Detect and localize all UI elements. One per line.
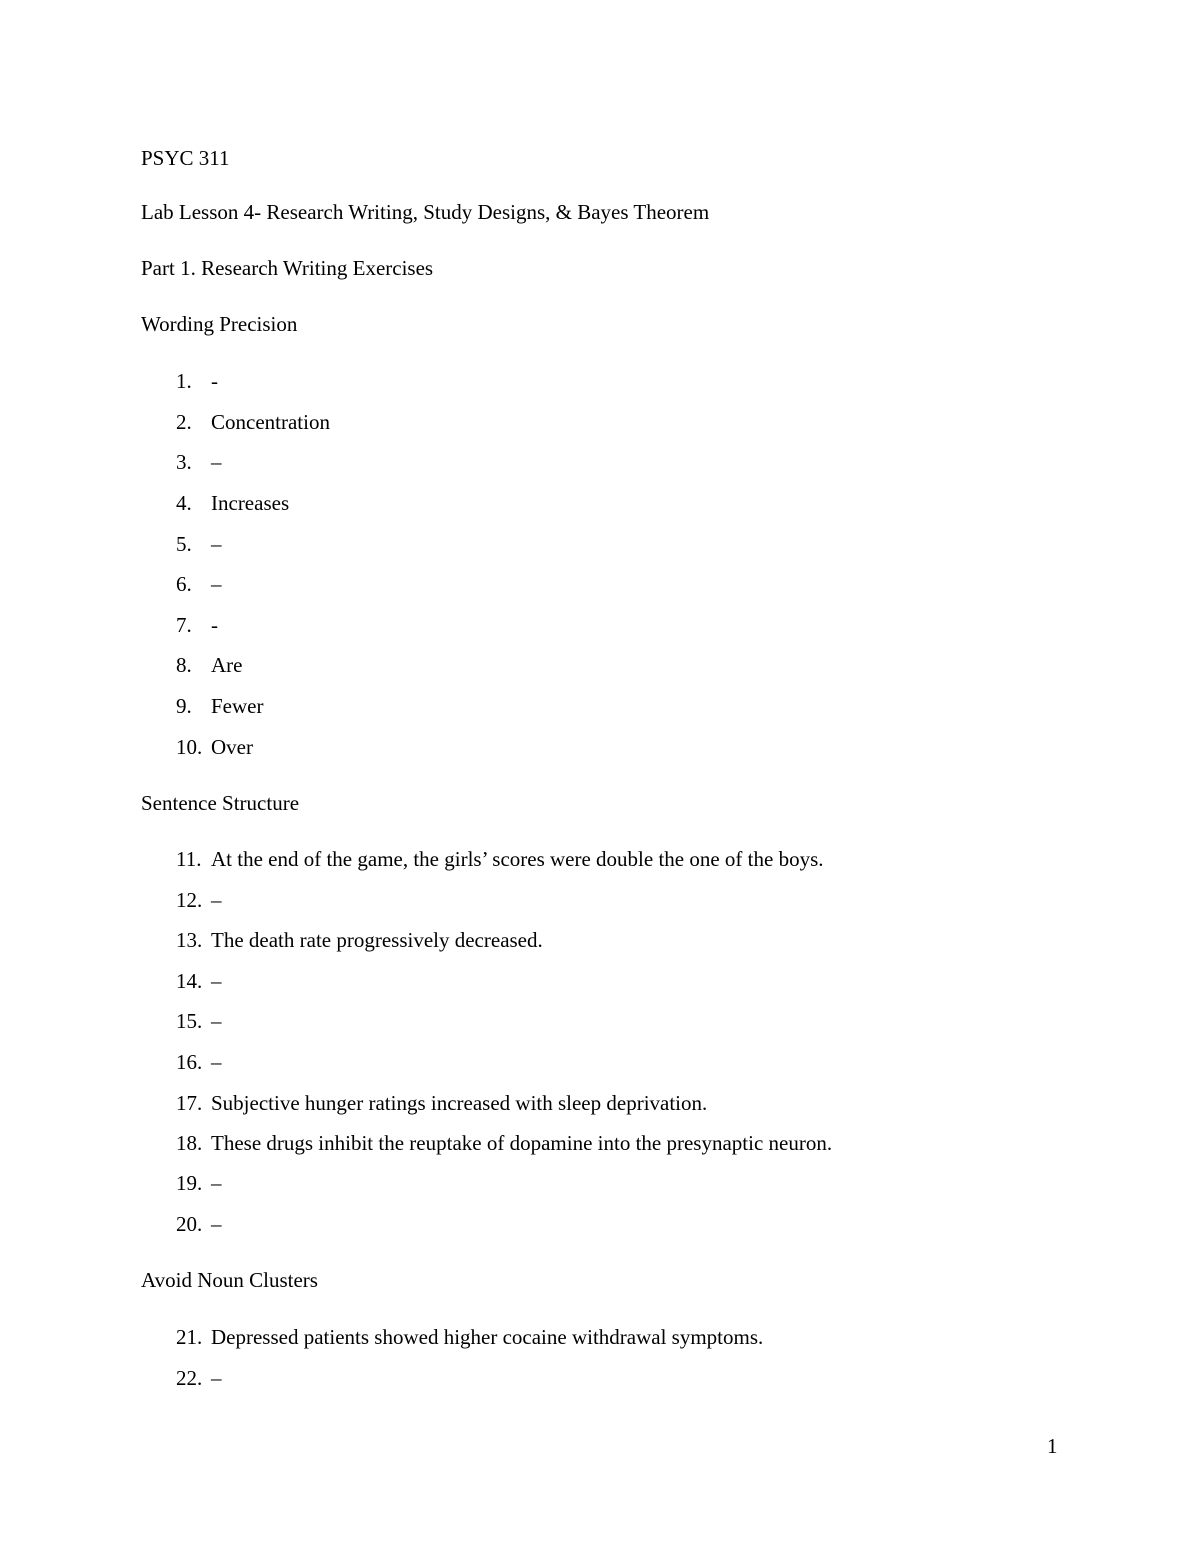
part-title: Part 1. Research Writing Exercises (141, 256, 434, 280)
page-number: 1 (1047, 1434, 1058, 1458)
list-item-number: 6. (176, 572, 192, 596)
list-item-text: Subjective hunger ratings increased with sleep deprivation. (211, 1091, 708, 1115)
list-item-text: At the end of the game, the girls’ scores were double the one of the boys. (211, 847, 824, 871)
list-item-text: Depressed patients showed higher cocaine withdrawal symptoms. (211, 1325, 764, 1349)
lesson-title: Lab Lesson 4- Research Writing, Study Designs, & Bayes Theorem (141, 200, 710, 224)
list-item-text: – (211, 1171, 222, 1195)
list-item-number: 1. (176, 369, 192, 393)
list-item-number: 3. (176, 450, 192, 474)
list-item-number: 11. (176, 847, 202, 871)
list-item-text: – (211, 969, 222, 993)
list-item-number: 8. (176, 653, 192, 677)
section-heading-sentence-structure: Sentence Structure (141, 791, 300, 815)
list-item-text: Increases (211, 491, 290, 515)
list-item-number: 14. (176, 969, 203, 993)
list-item-number: 4. (176, 491, 192, 515)
list-item-text: – (211, 1050, 222, 1074)
list-item-text: – (211, 1366, 222, 1390)
section-heading-avoid-noun-clusters: Avoid Noun Clusters (141, 1268, 318, 1292)
list-item-text: Fewer (211, 694, 264, 718)
list-item-number: 9. (176, 694, 192, 718)
list-item-number: 2. (176, 410, 192, 434)
list-item-text: – (211, 532, 222, 556)
list-item-number: 13. (176, 928, 203, 952)
list-item-number: 10. (176, 735, 203, 759)
list-item-number: 22. (176, 1366, 203, 1390)
list-item-number: 20. (176, 1212, 203, 1236)
list-item-text: The death rate progressively decreased. (211, 928, 543, 952)
course-code: PSYC 311 (141, 146, 230, 170)
list-item-text: – (211, 888, 222, 912)
list-item-text: – (211, 1212, 222, 1236)
list-item-text: – (211, 1009, 222, 1033)
list-item-number: 18. (176, 1131, 203, 1155)
list-item-text: Over (211, 735, 253, 759)
list-item-text: - (211, 369, 218, 393)
list-item-number: 21. (176, 1325, 203, 1349)
list-item-number: 17. (176, 1091, 203, 1115)
list-item-number: 12. (176, 888, 203, 912)
section-heading-wording-precision: Wording Precision (141, 312, 298, 336)
list-item-number: 19. (176, 1171, 203, 1195)
list-item-text: Are (211, 653, 243, 677)
list-item-text: – (211, 450, 222, 474)
list-item-text: - (211, 613, 218, 637)
list-item-text: These drugs inhibit the reuptake of dopamine into the presynaptic neuron. (211, 1131, 833, 1155)
list-item-number: 5. (176, 532, 192, 556)
list-item-text: – (211, 572, 222, 596)
list-item-number: 16. (176, 1050, 203, 1074)
list-item-number: 15. (176, 1009, 203, 1033)
list-item-number: 7. (176, 613, 192, 637)
list-item-text: Concentration (211, 410, 330, 434)
